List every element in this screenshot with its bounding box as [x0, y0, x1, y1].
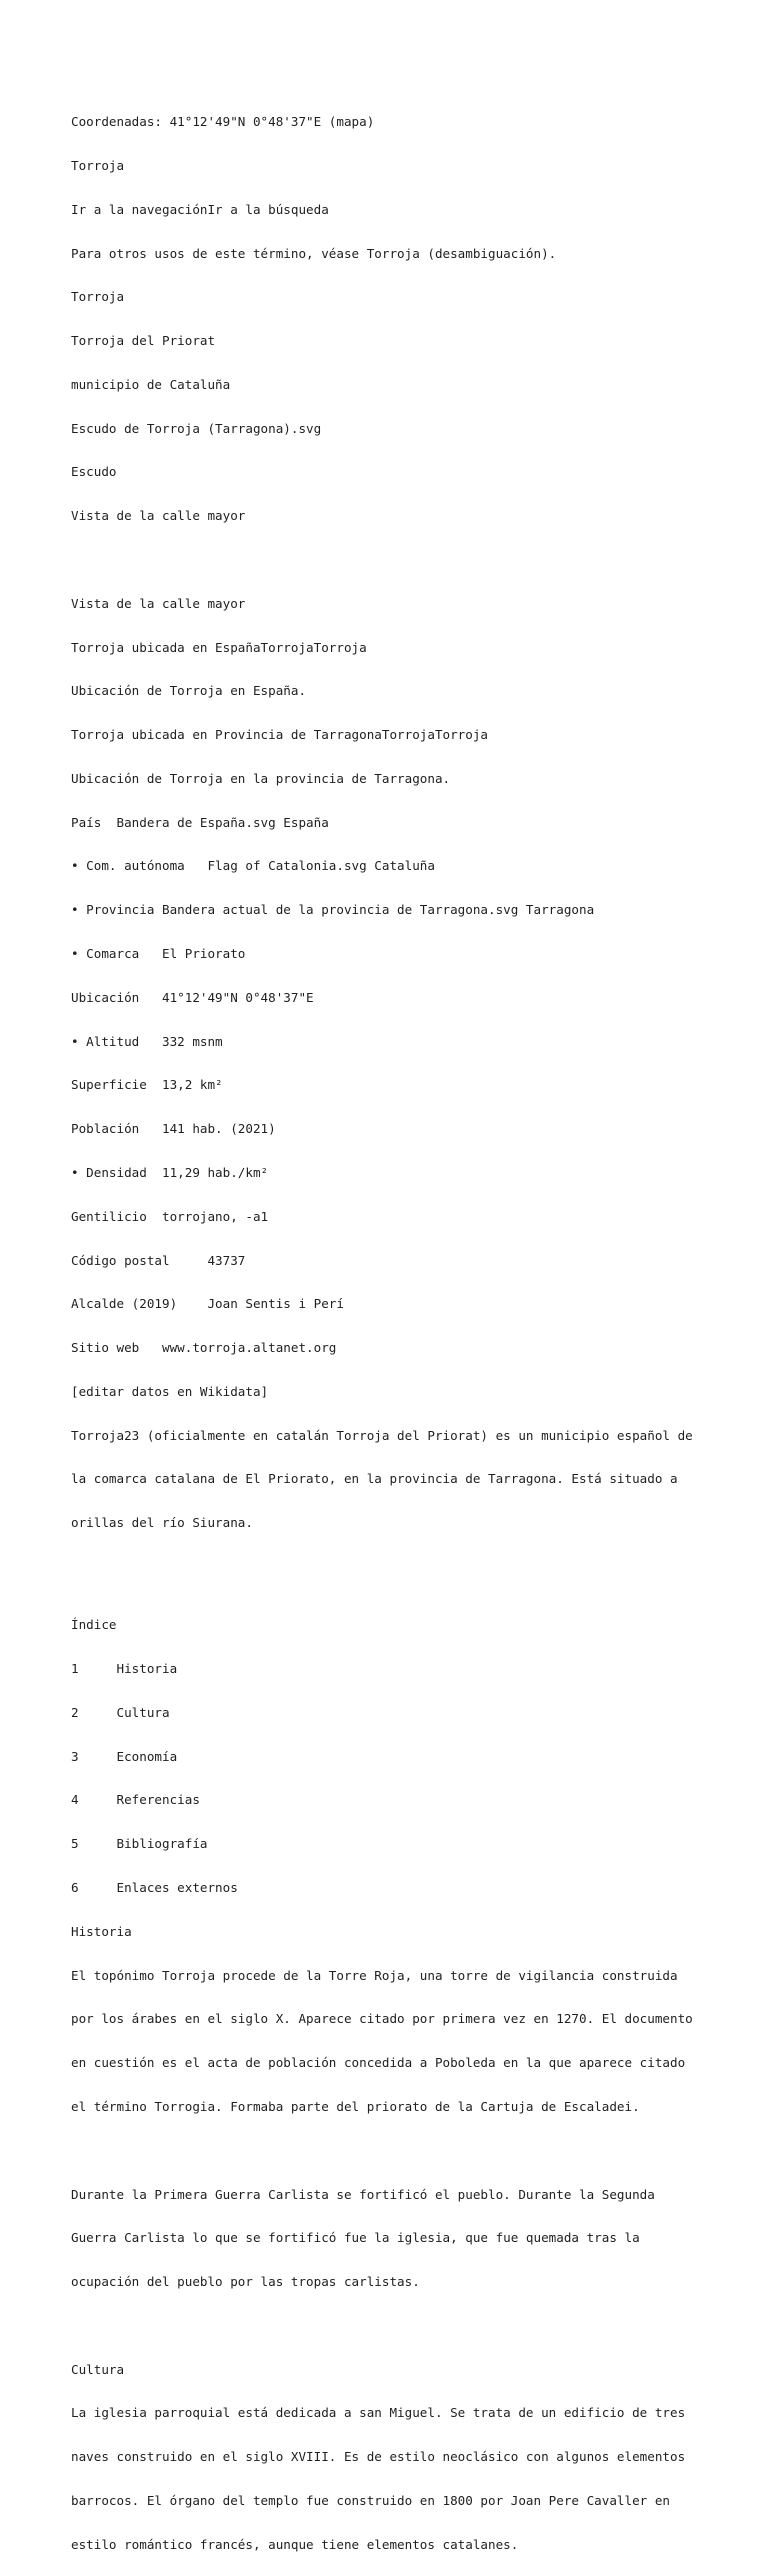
- infobox-map-spain-caption: Ubicación de Torroja en España.: [71, 683, 307, 699]
- infobox-shield-file: Escudo de Torroja (Tarragona).svg: [71, 420, 322, 436]
- infobox-local-name: Torroja del Priorat: [71, 333, 216, 349]
- toc-item-cultura[interactable]: 2 Cultura: [71, 1704, 170, 1720]
- infobox-row-altitud: • Altitud 332 msnm: [71, 1033, 223, 1049]
- toc-item-referencias[interactable]: 4 Referencias: [71, 1792, 200, 1808]
- disambiguation-note: Para otros usos de este término, véase Torroja (desambiguación).: [71, 245, 557, 261]
- cultura-paragraph-line: La iglesia parroquial está dedicada a san Miguel. Se trata de un edificio de tres: [71, 2405, 686, 2421]
- spacer: [71, 1560, 751, 1589]
- document-page: [71, 86, 751, 2567]
- historia-paragraph-line: El topónimo Torroja procede de la Torre Roja, una torre de vigilancia construida: [71, 1967, 678, 1983]
- section-heading-cultura: Cultura: [71, 2361, 125, 2377]
- infobox-row-comarca: • Comarca El Priorato: [71, 946, 246, 962]
- toc-item-enlaces-externos[interactable]: 6 Enlaces externos: [71, 1880, 238, 1896]
- infobox-map-province-caption: Ubicación de Torroja en la provincia de Tarragona.: [71, 770, 451, 786]
- edit-wikidata-link[interactable]: [editar datos en Wikidata]: [71, 1383, 269, 1399]
- infobox-image-caption: Vista de la calle mayor: [71, 595, 246, 611]
- infobox-row-codigo-postal: Código postal 43737: [71, 1252, 246, 1268]
- historia-paragraph-line: por los árabes en el siglo X. Aparece citado por primera vez en 1270. El documento: [71, 2011, 693, 2027]
- intro-line: Torroja23 (oficialmente en catalán Torroja del Priorat) es un municipio español de: [71, 1427, 693, 1443]
- infobox-row-poblacion: Población 141 hab. (2021): [71, 1121, 276, 1137]
- cultura-paragraph-line: estilo romántico francés, aunque tiene elementos catalanes.: [71, 2536, 519, 2552]
- infobox-shield-caption: Escudo: [71, 464, 117, 480]
- intro-line: la comarca catalana de El Priorato, en la provincia de Tarragona. Está situado a: [71, 1471, 678, 1487]
- historia-paragraph-line: Guerra Carlista lo que se fortificó fue la iglesia, que fue quemada tras la: [71, 2230, 640, 2246]
- toc-item-bibliografia[interactable]: 5 Bibliografía: [71, 1836, 208, 1852]
- section-heading-historia: Historia: [71, 1923, 132, 1939]
- spacer: [71, 2319, 751, 2334]
- infobox-type: municipio de Cataluña: [71, 376, 231, 392]
- toc-title: Índice: [71, 1617, 117, 1633]
- intro-line: orillas del río Siurana.: [71, 1515, 253, 1531]
- infobox-row-com-autonoma: • Com. autónoma Flag of Catalonia.svg Cataluña: [71, 858, 435, 874]
- cultura-paragraph-line: barrocos. El órgano del templo fue construido en 1800 por Joan Pere Cavaller en: [71, 2492, 670, 2508]
- infobox-image-alt: Vista de la calle mayor: [71, 508, 246, 524]
- spacer: [71, 2144, 751, 2159]
- cultura-paragraph-line: naves construido en el siglo XVIII. Es de estilo neoclásico con algunos elementos: [71, 2449, 686, 2465]
- infobox-row-provincia: • Provincia Bandera actual de la provincia de Tarragona.svg Tarragona: [71, 902, 595, 918]
- spacer: [71, 553, 751, 568]
- infobox-name: Torroja: [71, 289, 125, 305]
- infobox-row-superficie: Superficie 13,2 km²: [71, 1077, 223, 1093]
- page-title: Torroja: [71, 157, 125, 173]
- infobox-row-densidad: • Densidad 11,29 hab./km²: [71, 1164, 269, 1180]
- infobox-row-pais: País Bandera de España.svg España: [71, 814, 329, 830]
- infobox-row-gentilicio: Gentilicio torrojano, -a1: [71, 1208, 269, 1224]
- historia-paragraph-line: el término Torrogia. Formaba parte del priorato de la Cartuja de Escaladei.: [71, 2098, 640, 2114]
- infobox-map-province: Torroja ubicada en Provincia de TarragonaTorrojaTorroja: [71, 727, 489, 743]
- historia-paragraph-line: ocupación del pueblo por las tropas carlistas.: [71, 2274, 420, 2290]
- skip-links[interactable]: Ir a la navegaciónIr a la búsqueda: [71, 201, 329, 217]
- infobox-map-spain: Torroja ubicada en EspañaTorrojaTorroja: [71, 639, 367, 655]
- infobox-row-sitio-web[interactable]: Sitio web www.torroja.altanet.org: [71, 1340, 337, 1356]
- toc-item-economia[interactable]: 3 Economía: [71, 1748, 178, 1764]
- toc-item-historia[interactable]: 1 Historia: [71, 1661, 178, 1677]
- infobox-row-ubicacion: Ubicación 41°12'49"N 0°48'37"E: [71, 989, 314, 1005]
- infobox-row-alcalde: Alcalde (2019) Joan Sentis i Perí: [71, 1296, 344, 1312]
- historia-paragraph-line: en cuestión es el acta de población concedida a Poboleda en la que aparece citado: [71, 2055, 686, 2071]
- coordinates-line: Coordenadas: 41°12'49"N 0°48'37"E (mapa): [71, 114, 375, 130]
- historia-paragraph-line: Durante la Primera Guerra Carlista se fortificó el pueblo. Durante la Segunda: [71, 2186, 655, 2202]
